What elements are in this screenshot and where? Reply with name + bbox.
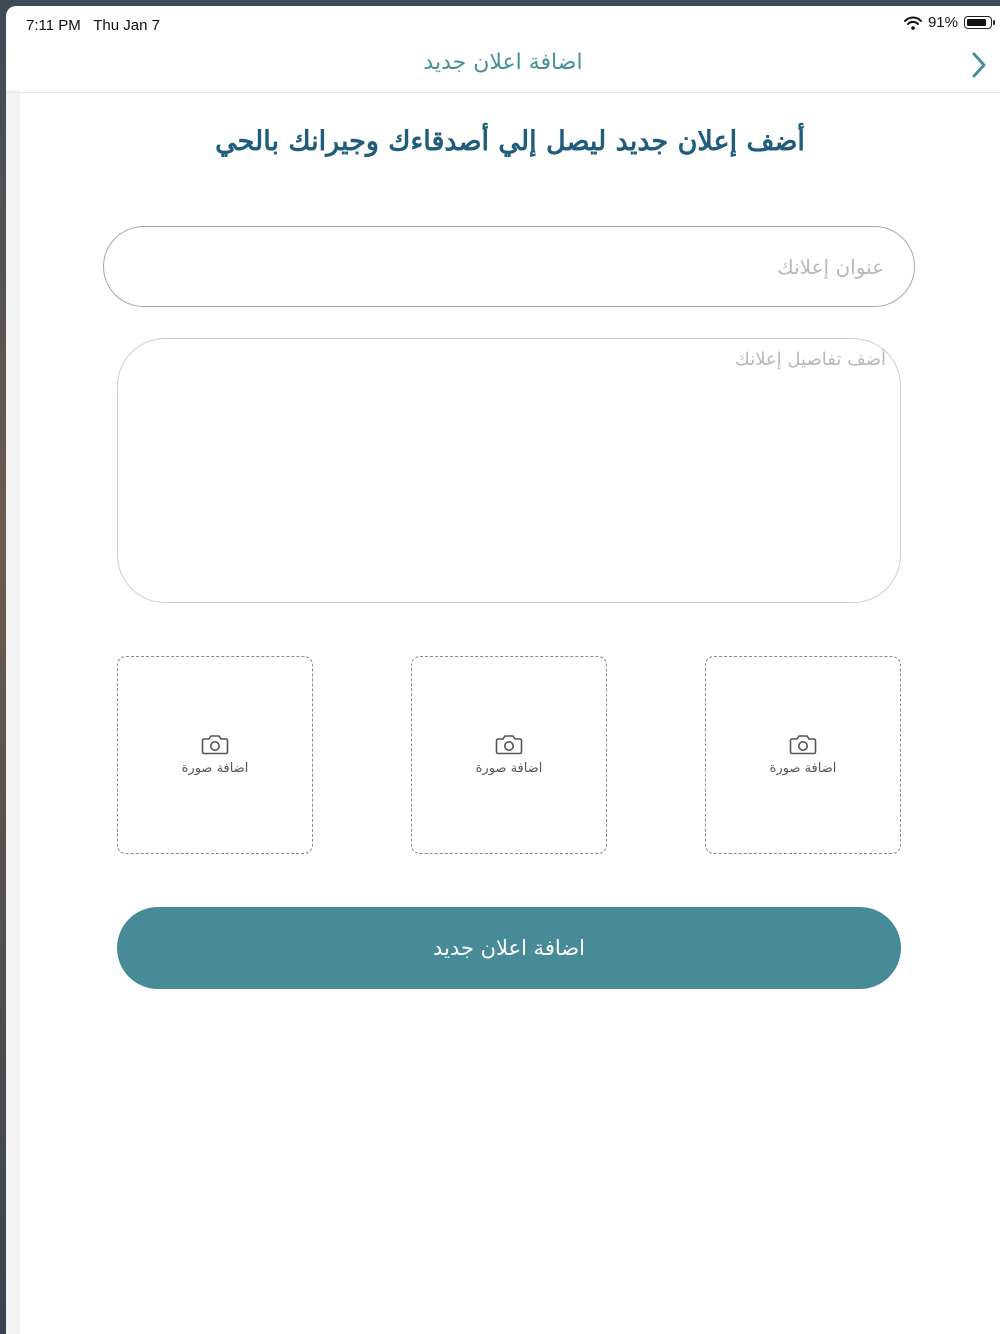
sheet-edge: [6, 90, 20, 1334]
status-time: 7:11 PM: [26, 17, 81, 34]
battery-fill: [967, 19, 986, 26]
battery-percent: 91%: [927, 14, 958, 31]
battery-icon: [964, 16, 992, 29]
status-date: Thu Jan 7: [93, 17, 160, 34]
wifi-icon: [904, 16, 922, 30]
camera-icon: [201, 733, 229, 755]
ad-details-input[interactable]: [117, 338, 901, 603]
navigation-bar: [6, 40, 1000, 93]
status-indicators: [904, 14, 992, 31]
ad-title-input[interactable]: [103, 226, 915, 307]
add-photo-label: اضافة صورة: [769, 760, 837, 776]
add-photo-button-3[interactable]: [117, 656, 313, 854]
chevron-right-icon: [970, 51, 988, 79]
camera-icon: [495, 733, 523, 755]
back-button[interactable]: [966, 48, 992, 82]
status-bar: [0, 0, 1000, 40]
headline: أضف إعلان جديد ليصل إلي أصدقاءك وجيرانك بالحي: [215, 126, 805, 157]
camera-icon: [789, 733, 817, 755]
add-photo-button-2[interactable]: [411, 656, 607, 854]
add-photo-label: اضافة صورة: [475, 760, 543, 776]
submit-ad-button[interactable]: اضافة اعلان جديد: [117, 907, 901, 989]
page-title: اضافة اعلان جديد: [423, 50, 583, 75]
add-photo-button-1[interactable]: [705, 656, 901, 854]
add-photo-label: اضافة صورة: [181, 760, 249, 776]
status-time-date: [26, 17, 160, 34]
